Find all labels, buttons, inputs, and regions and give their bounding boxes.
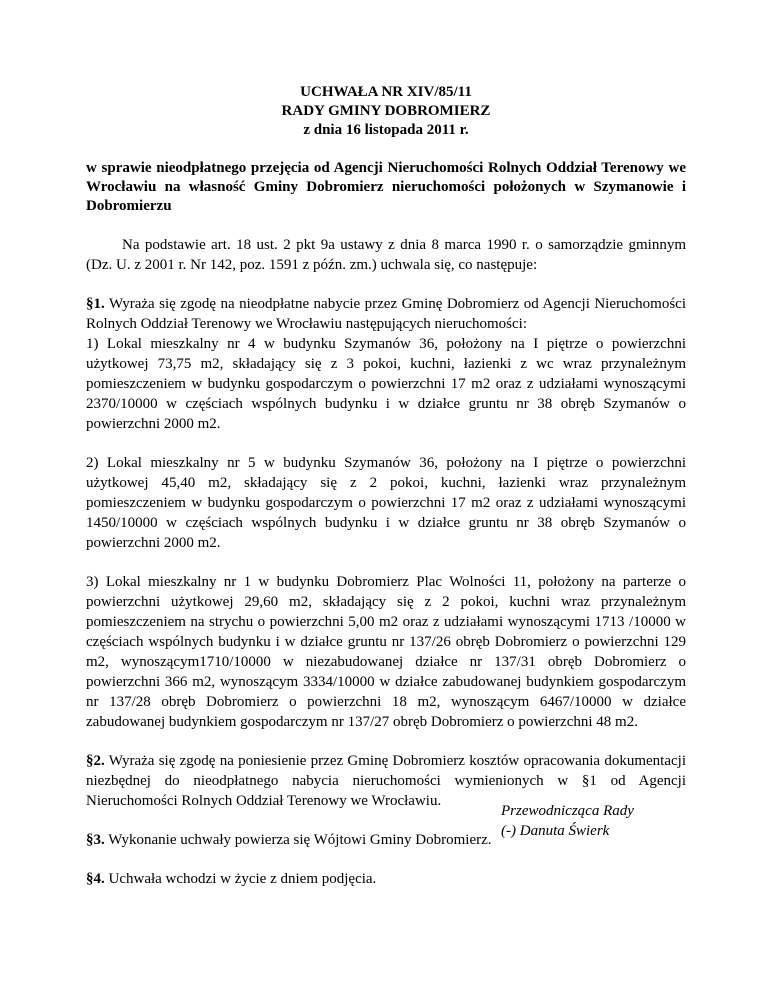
signature-block bbox=[501, 801, 634, 841]
section-1-mark: §1. bbox=[86, 296, 105, 312]
section-1-item-1: 1) Lokal mieszkalny nr 4 w budynku Szymanów 36, położony na I piętrze o powierzchni użytkowej 73,75 m2, składający się z 3 pokoi, kuchni, łazienki z wc wraz przynależnym pomieszczeniem w budynku gospodarczym o powierzchni 17 m2 oraz z udziałami wynoszącymi 2370/10000 w częściach wspólnych budynku i w działce gruntu nr 38 obręb Szymanów o powierzchni 2000 m2. bbox=[86, 336, 686, 432]
section-1-text: Wyraża się zgodę na nieodpłatne nabycie przez Gminę Dobromierz od Agencji Nieruchomości Rolnych Oddział Terenowy we Wrocławiu następujących nieruchomości: bbox=[86, 296, 686, 332]
section-3-text: Wykonanie uchwały powierza się Wójtowi Gminy Dobromierz. bbox=[108, 832, 492, 848]
section-4-text: Uchwała wchodzi w życie z dniem podjęcia. bbox=[108, 871, 377, 887]
legal-basis: Na podstawie art. 18 ust. 2 pkt 9a ustawy z dnia 8 marca 1990 r. o samorządzie gminnym (Dz. U. z 2001 r. Nr 142, poz. 1591 z późn. zm.) uchwala się, co następuje: bbox=[86, 237, 686, 273]
signature-name: (-) Danuta Świerk bbox=[501, 823, 610, 839]
section-3-mark: §3. bbox=[86, 832, 105, 848]
section-1-item-2: 2) Lokal mieszkalny nr 5 w budynku Szymanów 36, położony na I piętrze o powierzchni użytkowej 45,40 m2, składający się z 2 pokoi, kuchni, łazienki wraz przynależnym pomieszczeniem w budynku gospodarczym o powierzchni 17 m2 oraz z udziałami wynoszącymi 1450/10000 w częściach wspólnych budynku i w działce gruntu nr 38 obręb Szymanów o powierzchni 2000 m2. bbox=[86, 455, 686, 551]
resolution-date: z dnia 16 listopada 2011 r. bbox=[303, 122, 469, 138]
resolution-subject: w sprawie nieodpłatnego przejęcia od Agencji Nieruchomości Rolnych Oddział Terenowy we Wrocławiu na własność Gminy Dobromierz nieruchomości położonych w Szymanowie i Dobromierzu bbox=[86, 160, 686, 214]
document-title bbox=[86, 83, 686, 140]
document-page bbox=[86, 83, 686, 889]
section-4-mark: §4. bbox=[86, 871, 105, 887]
resolution-number: UCHWAŁA NR XIV/85/11 bbox=[300, 84, 472, 100]
signature-role: Przewodnicząca Rady bbox=[501, 803, 634, 819]
section-1 bbox=[86, 294, 686, 434]
section-4 bbox=[86, 869, 686, 889]
council-name: RADY GMINY DOBROMIERZ bbox=[281, 103, 491, 119]
section-2-text: Wyraża się zgodę na poniesienie przez Gminę Dobromierz kosztów opracowania dokumentacji niezbędnej do nieodpłatnego nabycia nieruchomości wymienionych w §1 od Agencji Nieruchomości Rolnych Oddział Terenowy we Wrocławiu. bbox=[86, 753, 686, 809]
section-1-item-3: 3) Lokal mieszkalny nr 1 w budynku Dobromierz Plac Wolności 11, położony na parterze o powierzchni użytkowej 29,60 m2, składający się z 2 pokoi, kuchni wraz przynależnym pomieszczeniem na strychu o powierzchni 5,00 m2 oraz z udziałami wynoszącymi 1713 /10000 w częściach wspólnych budynku i w działce gruntu nr 137/26 obręb Dobromierz o powierzchni 129 m2, wynoszącym1710/10000 w niezabudowanej działce nr 137/31 obręb Dobromierz o powierzchni 366 m2, wynoszącym 3334/10000 w działce zabudowanej budynkiem gospodarczym nr 137/28 obręb Dobromierz o powierzchni 18 m2, wynoszącym 6467/10000 w działce zabudowanej budynkiem gospodarczym nr 137/27 obręb Dobromierz o powierzchni 48 m2. bbox=[86, 574, 686, 730]
section-2-mark: §2. bbox=[86, 753, 105, 769]
